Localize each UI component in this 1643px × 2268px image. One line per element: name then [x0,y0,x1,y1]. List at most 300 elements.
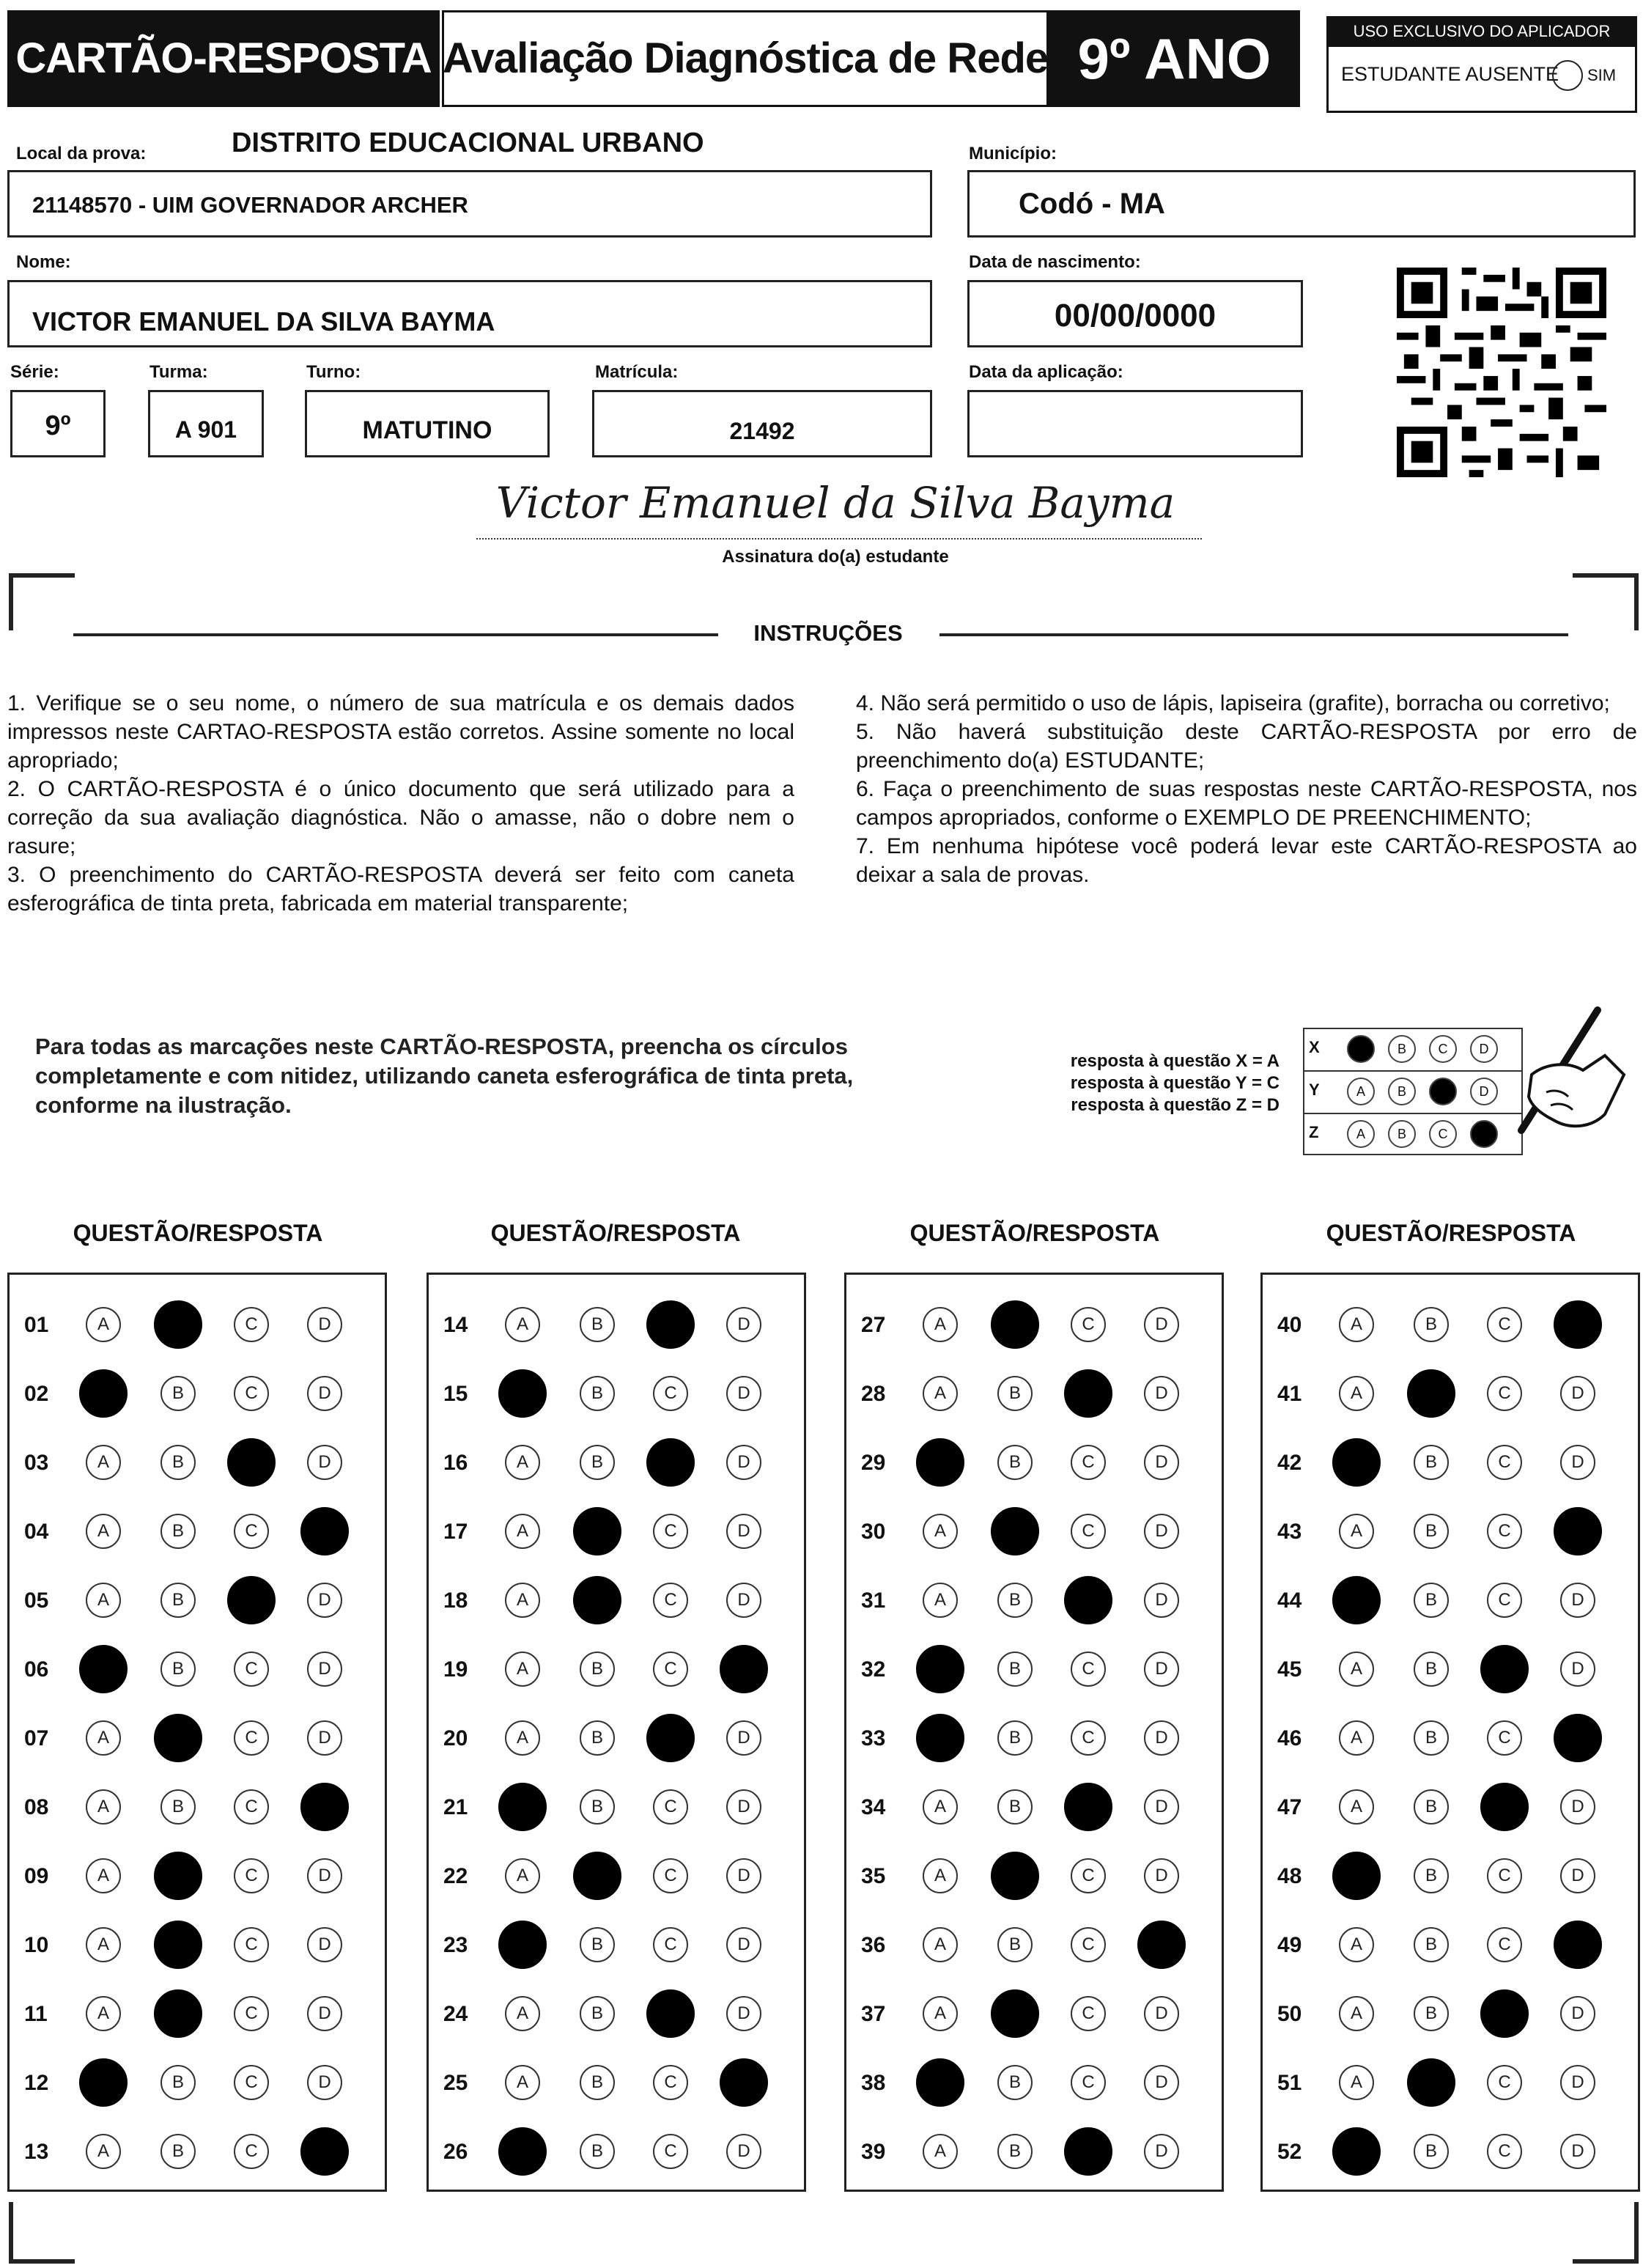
answer-bubble-a[interactable]: A [923,2134,958,2169]
answer-bubble-d[interactable]: D [1560,1996,1595,2031]
answer-bubble-b[interactable]: B [160,1376,196,1411]
example-text-y: resposta à questão Y = C [1070,1073,1280,1093]
answer-bubble-c[interactable]: C [1071,1720,1106,1756]
answer-bubble-c[interactable]: C [646,1438,695,1487]
answer-bubble-b[interactable]: B [1414,2134,1449,2169]
answer-bubble-d[interactable]: D [307,1927,342,1962]
answer-bubble-b[interactable]: B [580,2134,615,2169]
answer-bubble-d[interactable]: D [1554,1714,1602,1762]
answer-row [10,2129,385,2173]
answer-bubble-d[interactable]: D [300,1783,349,1831]
signature-label: Assinatura do(a) estudante [722,547,949,567]
answer-bubble-a[interactable]: A [1332,1576,1381,1624]
answer-bubble-c[interactable]: C [234,1652,269,1687]
answer-bubble-b[interactable]: B [1414,1927,1449,1962]
answer-bubble-c[interactable]: C [653,1927,688,1962]
answer-row [846,2129,1222,2173]
answer-bubble-d[interactable]: D [1560,2134,1595,2169]
answer-bubble-d[interactable]: D [1144,1307,1179,1342]
instruction-3: 3. O preenchimento do CARTÃO-RESPOSTA deverá ser feito com caneta esferográfica de tinta preta, fabricada em material transparente; [7,863,794,916]
answer-bubble-c[interactable]: C [234,2065,269,2100]
answer-bubble-c[interactable]: C [653,1514,688,1549]
answer-bubble-a[interactable]: A [916,1645,964,1693]
answer-bubble-d[interactable]: D [1144,1583,1179,1618]
answer-bubble-d[interactable]: D [1560,2065,1595,2100]
answer-bubble-a[interactable]: A [1339,1789,1374,1825]
answer-bubble-b[interactable]: B [997,1376,1033,1411]
answer-bubble-a[interactable]: A [505,1445,540,1480]
answer-bubble-c[interactable]: C [1487,1307,1522,1342]
example-bubble-c [1429,1078,1457,1105]
answer-bubble-c[interactable]: C [1487,1514,1522,1549]
answer-bubble-b[interactable]: B [573,1576,621,1624]
example-bubble-c: C [1429,1035,1457,1063]
answer-bubble-b[interactable]: B [160,1514,196,1549]
aplicacao-field[interactable] [967,390,1303,457]
answer-bubble-a[interactable]: A [86,1858,121,1893]
answer-bubble-d[interactable]: D [1554,1300,1602,1349]
answer-bubble-a[interactable]: A [916,1438,964,1487]
answer-bubble-b[interactable]: B [154,1921,202,1969]
question-number: 28 [861,1382,886,1406]
answer-bubble-c[interactable]: C [234,1307,269,1342]
answer-row [429,1992,804,2036]
question-number: 47 [1277,1795,1302,1819]
answer-bubble-c[interactable]: C [1071,2065,1106,2100]
answer-bubble-b[interactable]: B [580,1927,615,1962]
answer-bubble-a[interactable]: A [498,1369,547,1418]
answer-bubble-b[interactable]: B [1407,2058,1455,2107]
answer-bubble-d[interactable]: D [726,1789,761,1825]
answer-row [1263,2061,1638,2105]
answer-bubble-b[interactable]: B [997,1445,1033,1480]
answer-bubble-b[interactable]: B [154,1852,202,1900]
answer-bubble-a[interactable]: A [505,1652,540,1687]
question-number: 43 [1277,1520,1302,1544]
answer-bubble-b[interactable]: B [1414,1514,1449,1549]
answer-bubble-c[interactable]: C [653,2134,688,2169]
question-number: 26 [443,2140,468,2164]
answer-bubble-a[interactable]: A [923,1307,958,1342]
answer-bubble-a[interactable]: A [1339,1927,1374,1962]
answer-bubble-c[interactable]: C [1071,1514,1106,1549]
answer-bubble-d[interactable]: D [1144,1858,1179,1893]
answer-bubble-b[interactable]: B [573,1507,621,1555]
answer-bubble-d[interactable]: D [307,1652,342,1687]
answer-bubble-b[interactable]: B [580,2065,615,2100]
answer-bubble-d[interactable]: D [1554,1507,1602,1555]
answer-bubble-a[interactable]: A [86,2134,121,2169]
answer-bubble-c[interactable]: C [1071,1996,1106,2031]
answer-bubble-d[interactable]: D [1144,2134,1179,2169]
answer-bubble-b[interactable]: B [1414,1445,1449,1480]
instructions-line-left [73,633,718,636]
nascimento-value: 00/00/0000 [1054,298,1216,334]
answer-bubble-b[interactable]: B [154,1300,202,1349]
answer-bubble-b[interactable]: B [1414,1583,1449,1618]
answer-row [846,2061,1222,2105]
answer-row [846,1303,1222,1347]
answer-bubble-a[interactable]: A [505,1996,540,2031]
answer-bubble-d[interactable]: D [720,1645,768,1693]
answer-bubble-d[interactable]: D [1137,1921,1186,1969]
answer-bubble-b[interactable]: B [580,1445,615,1480]
nome-value: VICTOR EMANUEL DA SILVA BAYMA [32,306,495,336]
answer-bubble-b[interactable]: B [1414,1996,1449,2031]
answer-row [10,1992,385,2036]
answer-bubble-a[interactable]: A [923,1927,958,1962]
example-bubble-b: B [1388,1035,1416,1063]
answer-bubble-a[interactable]: A [1339,2065,1374,2100]
answer-row [1263,1785,1638,1829]
question-number: 01 [24,1313,49,1337]
answer-bubble-d[interactable]: D [726,1927,761,1962]
answer-bubble-a[interactable]: A [1332,1438,1381,1487]
answer-row [429,2129,804,2173]
answer-bubble-c[interactable]: C [234,1927,269,1962]
answer-bubble-d[interactable]: D [726,1996,761,2031]
signature: Victor Emanuel da Silva Bayma [495,478,1175,528]
answer-bubble-d[interactable]: D [1560,1652,1595,1687]
answer-bubble-b[interactable]: B [160,2065,196,2100]
question-number: 31 [861,1588,886,1613]
answer-bubble-d[interactable]: D [307,1376,342,1411]
answer-bubble-b[interactable]: B [154,1714,202,1762]
answer-bubble-c[interactable]: C [1487,1376,1522,1411]
answer-bubble-c[interactable]: C [1487,2134,1522,2169]
answer-bubble-a[interactable]: A [86,1789,121,1825]
answer-bubble-c[interactable]: C [1064,1783,1112,1831]
answer-bubble-d[interactable]: D [1144,2065,1179,2100]
answer-bubble-a[interactable]: A [1339,1720,1374,1756]
answer-bubble-c[interactable]: C [234,1996,269,2031]
question-number: 36 [861,1933,886,1957]
answer-bubble-a[interactable]: A [505,1858,540,1893]
answer-bubble-b[interactable]: B [997,1720,1033,1756]
answer-bubble-a[interactable]: A [1339,1652,1374,1687]
matricula-label: Matrícula: [595,362,679,382]
instructions-title: INSTRUÇÕES [753,620,903,646]
instruction-7: 7. Em nenhuma hipótese você poderá levar este CARTÃO-RESPOSTA ao deixar a sala de provas. [856,834,1637,887]
answer-bubble-c[interactable]: C [653,1858,688,1893]
answer-bubble-b[interactable]: B [580,1307,615,1342]
turma-value: A 901 [174,416,237,443]
answer-bubble-a[interactable]: A [79,1645,128,1693]
answer-bubble-c[interactable]: C [1487,1720,1522,1756]
question-number: 25 [443,2071,468,2095]
answer-row [846,1923,1222,1967]
answer-bubble-b[interactable]: B [580,1720,615,1756]
answer-bubble-c[interactable]: C [234,1376,269,1411]
answer-bubble-c[interactable]: C [653,1376,688,1411]
answer-bubble-a[interactable]: A [86,1720,121,1756]
answer-bubble-c[interactable]: C [646,1300,695,1349]
answer-bubble-d[interactable]: D [726,1445,761,1480]
answer-bubble-d[interactable]: D [1560,1858,1595,1893]
answer-bubble-d[interactable]: D [307,1583,342,1618]
answer-bubble-c[interactable]: C [1071,1445,1106,1480]
example-bubble-b: B [1388,1120,1416,1148]
answer-row [1263,2129,1638,2173]
answer-bubble-b[interactable]: B [997,1583,1033,1618]
instructions-left [7,689,794,918]
answer-bubble-b[interactable]: B [573,1852,621,1900]
answer-bubble-a[interactable]: A [923,1583,958,1618]
question-number: 39 [861,2140,886,2164]
example-bubble-d: D [1470,1035,1498,1063]
corner-mark-top-left [9,573,75,630]
answer-bubble-b[interactable]: B [160,1583,196,1618]
answer-bubble-d[interactable]: D [1144,1376,1179,1411]
answer-bubble-b[interactable]: B [997,2134,1033,2169]
answer-bubble-b[interactable]: B [991,1852,1039,1900]
answer-bubble-d[interactable]: D [726,1514,761,1549]
answer-bubble-b[interactable]: B [580,1996,615,2031]
answer-bubble-c[interactable]: C [1487,1583,1522,1618]
answer-bubble-c[interactable]: C [1480,1989,1529,2038]
answer-bubble-c[interactable]: C [234,1514,269,1549]
answer-bubble-d[interactable]: D [1144,1720,1179,1756]
answer-bubble-c[interactable]: C [1064,1576,1112,1624]
answer-bubble-a[interactable]: A [498,1921,547,1969]
answer-bubble-b[interactable]: B [580,1376,615,1411]
answer-bubble-b[interactable]: B [154,1989,202,2038]
question-number: 06 [24,1657,49,1682]
answer-row [10,1716,385,1760]
example-bubble-c: C [1429,1120,1457,1148]
answer-bubble-b[interactable]: B [160,1789,196,1825]
answer-bubble-d[interactable]: D [726,2134,761,2169]
district: DISTRITO EDUCACIONAL URBANO [232,128,704,158]
answer-bubble-a[interactable]: A [923,1376,958,1411]
answer-bubble-d[interactable]: D [307,1858,342,1893]
answer-bubble-b[interactable]: B [1414,1720,1449,1756]
answer-bubble-a[interactable]: A [498,2127,547,2176]
question-number: 44 [1277,1588,1302,1613]
answer-bubble-d[interactable]: D [1144,1514,1179,1549]
answer-bubble-b[interactable]: B [997,1927,1033,1962]
answer-row [10,2061,385,2105]
question-number: 32 [861,1657,886,1682]
answer-row [10,1440,385,1484]
question-number: 29 [861,1451,886,1475]
qr-code-icon [1397,258,1606,487]
answer-row [10,1372,385,1415]
corner-mark-top-right [1573,573,1639,630]
answer-bubble-b[interactable]: B [991,1300,1039,1349]
answer-bubble-d[interactable]: D [1560,1376,1595,1411]
answer-bubble-a[interactable]: A [1339,1376,1374,1411]
matricula-value: 21492 [729,418,795,444]
answer-bubble-c[interactable]: C [1480,1645,1529,1693]
answer-bubble-a[interactable]: A [86,1583,121,1618]
answer-bubble-c[interactable]: C [1064,1369,1112,1418]
answer-bubble-c[interactable]: C [1071,1307,1106,1342]
answer-bubble-a[interactable]: A [916,2058,964,2107]
answer-bubble-d[interactable]: D [726,1307,761,1342]
answer-bubble-a[interactable]: A [1339,1996,1374,2031]
nascimento-label: Data de nascimento: [969,252,1141,272]
answer-bubble-c[interactable]: C [227,1576,276,1624]
answer-bubble-c[interactable]: C [1487,1927,1522,1962]
answer-bubble-d[interactable]: D [300,1507,349,1555]
answer-bubble-c[interactable]: C [227,1438,276,1487]
answer-bubble-c[interactable]: C [1487,1858,1522,1893]
nome-label: Nome: [16,252,71,272]
applicator-label: USO EXCLUSIVO DO APLICADOR [1326,16,1637,47]
answer-bubble-d[interactable]: D [726,1376,761,1411]
answer-bubble-a[interactable]: A [505,1720,540,1756]
answer-bubble-d[interactable]: D [307,1996,342,2031]
answer-bubble-a[interactable]: A [505,1307,540,1342]
answer-bubble-a[interactable]: A [1339,1307,1374,1342]
answer-bubble-a[interactable]: A [86,1927,121,1962]
answer-bubble-d[interactable]: D [1560,1583,1595,1618]
question-number: 17 [443,1520,468,1544]
answer-row [429,1509,804,1553]
answer-bubble-d[interactable]: D [307,2065,342,2100]
answer-bubble-b[interactable]: B [991,1989,1039,2038]
answer-bubble-a[interactable]: A [86,1514,121,1549]
answer-bubble-b[interactable]: B [160,2134,196,2169]
answer-bubble-b[interactable]: B [997,1789,1033,1825]
answer-bubble-c[interactable]: C [653,2065,688,2100]
answer-row [1263,1509,1638,1553]
answer-bubble-a[interactable]: A [1339,1514,1374,1549]
answer-bubble-a[interactable]: A [505,1583,540,1618]
question-number: 34 [861,1795,886,1819]
answer-bubble-b[interactable]: B [1414,1652,1449,1687]
absent-checkbox[interactable] [1552,60,1583,91]
answer-column-4 [1260,1273,1640,2192]
answer-bubble-a[interactable]: A [505,1514,540,1549]
question-number: 40 [1277,1313,1302,1337]
answer-bubble-a[interactable]: A [505,2065,540,2100]
question-number: 37 [861,2002,886,2026]
answer-row [429,1716,804,1760]
answer-bubble-c[interactable]: C [653,1789,688,1825]
answer-bubble-b[interactable]: B [580,1652,615,1687]
instruction-5: 5. Não haverá substituição deste CARTÃO-RESPOSTA por erro de preenchimento do(a) ESTUDANTE; [856,720,1637,773]
answer-bubble-c[interactable]: C [1487,1445,1522,1480]
answer-bubble-b[interactable]: B [991,1507,1039,1555]
answers-heading-3: QUESTÃO/RESPOSTA [909,1220,1160,1246]
answer-bubble-d[interactable]: D [726,1583,761,1618]
answer-row [846,1854,1222,1898]
exam-title: Avaliação Diagnóstica de Rede [442,34,1049,82]
answer-bubble-b[interactable]: B [580,1789,615,1825]
answer-bubble-a[interactable]: A [86,1307,121,1342]
answer-bubble-a[interactable]: A [923,1789,958,1825]
answer-bubble-c[interactable]: C [1071,1927,1106,1962]
answer-bubble-b[interactable]: B [160,1652,196,1687]
answer-bubble-b[interactable]: B [997,2065,1033,2100]
answer-bubble-d[interactable]: D [307,1720,342,1756]
answer-bubble-a[interactable]: A [86,1996,121,2031]
answer-bubble-a[interactable]: A [923,1858,958,1893]
answer-bubble-d[interactable]: D [1554,1921,1602,1969]
answer-bubble-c[interactable]: C [653,1583,688,1618]
answer-bubble-c[interactable]: C [653,1652,688,1687]
answer-bubble-b[interactable]: B [1414,1789,1449,1825]
question-number: 15 [443,1382,468,1406]
answer-row [1263,1440,1638,1484]
answer-bubble-a[interactable]: A [79,1369,128,1418]
question-number: 05 [24,1588,49,1613]
answer-bubble-c[interactable]: C [1071,1858,1106,1893]
answer-bubble-a[interactable]: A [498,1783,547,1831]
question-number: 46 [1277,1726,1302,1750]
answer-bubble-c[interactable]: C [234,2134,269,2169]
example-bubble-a: A [1347,1078,1375,1105]
answer-row [846,1440,1222,1484]
question-number: 07 [24,1726,49,1750]
answer-row [1263,1716,1638,1760]
answer-bubble-c[interactable]: C [646,1714,695,1762]
answer-row [1263,1303,1638,1347]
answer-row [846,1785,1222,1829]
answer-bubble-d[interactable]: D [726,1720,761,1756]
answer-bubble-a[interactable]: A [1332,1852,1381,1900]
answer-bubble-d[interactable]: D [726,1858,761,1893]
instruction-6: 6. Faça o preenchimento de suas respostas neste CARTÃO-RESPOSTA, nos campos apropriados, conforme o EXEMPLO DE PREENCHIMENTO; [856,777,1637,830]
answer-bubble-c[interactable]: C [234,1720,269,1756]
answer-bubble-c[interactable]: C [1064,2127,1112,2176]
answer-bubble-b[interactable]: B [160,1445,196,1480]
answer-bubble-c[interactable]: C [234,1789,269,1825]
answer-bubble-d[interactable]: D [1560,1445,1595,1480]
instruction-4: 4. Não será permitido o uso de lápis, lapiseira (grafite), borracha ou corretivo; [856,691,1610,715]
answer-bubble-a[interactable]: A [86,1445,121,1480]
turma-label: Turma: [149,362,208,382]
answer-bubble-a[interactable]: A [79,2058,128,2107]
answer-bubble-c[interactable]: C [1480,1783,1529,1831]
answer-bubble-d[interactable]: D [720,2058,768,2107]
answer-bubble-b[interactable]: B [997,1652,1033,1687]
answer-bubble-a[interactable]: A [916,1714,964,1762]
answer-bubble-d[interactable]: D [1560,1789,1595,1825]
answers-heading-2: QUESTÃO/RESPOSTA [490,1220,741,1246]
answer-bubble-c[interactable]: C [1487,2065,1522,2100]
answer-bubble-d[interactable]: D [307,1307,342,1342]
answer-bubble-b[interactable]: B [1407,1369,1455,1418]
question-number: 19 [443,1657,468,1682]
answer-bubble-d[interactable]: D [1144,1789,1179,1825]
answer-bubble-c[interactable]: C [646,1989,695,2038]
answer-bubble-a[interactable]: A [1332,2127,1381,2176]
answer-bubble-d[interactable]: D [1144,1652,1179,1687]
answers-heading-4: QUESTÃO/RESPOSTA [1326,1220,1576,1246]
answer-bubble-d[interactable]: D [300,2127,349,2176]
absent-yes: SIM [1587,66,1617,84]
answer-bubble-d[interactable]: D [1144,1996,1179,2031]
answer-bubble-a[interactable]: A [923,1996,958,2031]
answer-column-1 [7,1273,387,2192]
answer-row [10,1785,385,1829]
answer-bubble-c[interactable]: C [234,1858,269,1893]
answer-bubble-d[interactable]: D [307,1445,342,1480]
aplicacao-label: Data da aplicação: [969,362,1123,382]
answer-bubble-b[interactable]: B [1414,1858,1449,1893]
example-bubble-a [1347,1035,1375,1063]
answer-bubble-a[interactable]: A [923,1514,958,1549]
answer-row [429,1647,804,1691]
question-number: 20 [443,1726,468,1750]
answer-bubble-d[interactable]: D [1144,1445,1179,1480]
answer-row [1263,1923,1638,1967]
answer-bubble-b[interactable]: B [1414,1307,1449,1342]
answer-bubble-c[interactable]: C [1071,1652,1106,1687]
